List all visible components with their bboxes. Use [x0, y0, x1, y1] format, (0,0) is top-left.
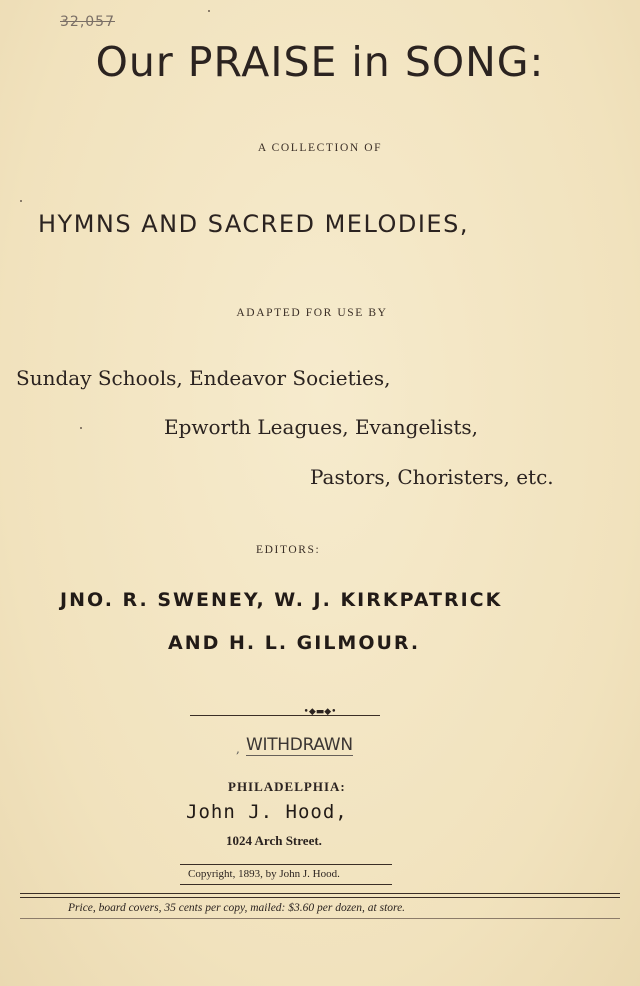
price-rule-top-double [20, 897, 620, 898]
stamp-mark-icon: , [236, 742, 240, 756]
audience-line-1: Sunday Schools, Endeavor Societies, [16, 366, 391, 390]
adapted-for-use-by: ADAPTED FOR USE BY [236, 307, 388, 319]
ornament-icon: •◆▬◆• [303, 707, 337, 717]
copyright-notice: Copyright, 1893, by John J. Hood. [188, 868, 340, 880]
withdrawn-stamp: WITHDRAWN [246, 735, 353, 755]
price-rule-top [20, 893, 620, 894]
editors-line-2: AND H. L. GILMOUR. [168, 632, 421, 654]
audience-line-2: Epworth Leagues, Evangelists, [164, 415, 478, 439]
price-rule-bottom [20, 918, 620, 919]
copyright-rule-bottom [180, 884, 392, 885]
subtitle-intro: A COLLECTION OF [257, 142, 383, 154]
copyright-rule-top [180, 864, 392, 865]
audience-line-3: Pastors, Choristers, etc. [310, 465, 554, 489]
publisher-name: John J. Hood, [186, 801, 348, 823]
paper-speck [20, 200, 22, 202]
price-note: Price, board covers, 35 cents per copy, mailed: $3.60 per dozen, at store. [68, 902, 406, 914]
shelfmark-annotation: 32,057 [60, 14, 115, 30]
paper-speck [80, 427, 82, 429]
editors-label: EDITORS: [256, 544, 321, 556]
book-title: Our PRAISE in SONG: [95, 38, 545, 86]
publisher-address: 1024 Arch Street. [226, 833, 322, 848]
publication-city: PHILADELPHIA: [228, 779, 346, 794]
editors-line-1: JNO. R. SWENEY, W. J. KIRKPATRICK [60, 589, 503, 611]
paper-speck [208, 10, 210, 12]
subtitle-main: HYMNS AND SACRED MELODIES, [38, 210, 469, 238]
